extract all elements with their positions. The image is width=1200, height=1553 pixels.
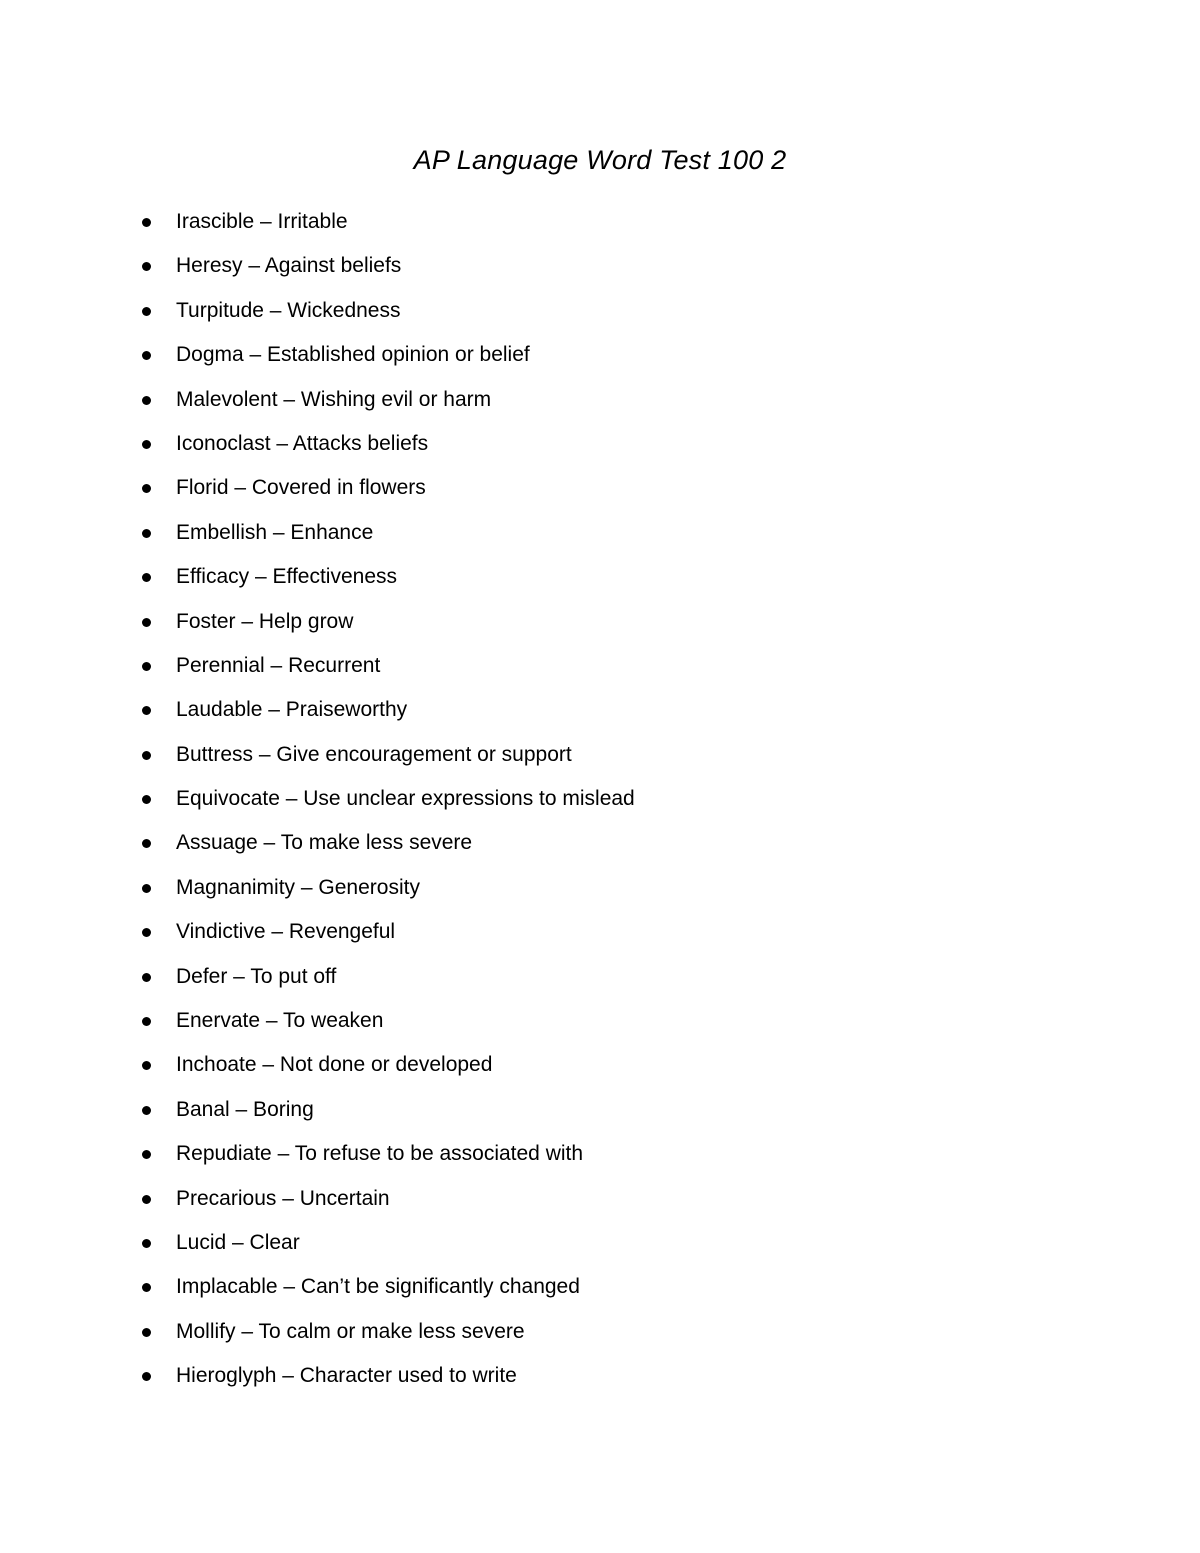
document-title: AP Language Word Test 100 2: [413, 145, 787, 175]
list-item-text: Dogma – Established opinion or belief: [176, 343, 530, 367]
list-item-text: Turpitude – Wickedness: [176, 298, 401, 322]
bullet-icon: [142, 307, 151, 316]
list-item-text: Banal – Boring: [176, 1097, 314, 1121]
list-item-text: Equivocate – Use unclear expressions to mislead: [176, 787, 635, 811]
bullet-icon: [142, 662, 151, 671]
bullet-icon: [142, 973, 151, 982]
list-item-text: Precarious – Uncertain: [176, 1186, 390, 1210]
list-item-text: Perennial – Recurrent: [176, 653, 381, 677]
list-item-text: Efficacy – Effectiveness: [176, 565, 398, 589]
list-item-text: Defer – To put off: [176, 964, 337, 988]
bullet-icon: [142, 928, 151, 937]
list-item-text: Vindictive – Revengeful: [176, 920, 396, 944]
bullet-icon: [142, 618, 151, 627]
bullet-icon: [142, 1017, 151, 1026]
list-item-text: Implacable – Can’t be significantly changed: [176, 1275, 580, 1299]
list-item-text: Enervate – To weaken: [176, 1009, 384, 1033]
list-item-text: Inchoate – Not done or developed: [176, 1053, 493, 1077]
bullet-icon: [142, 884, 151, 893]
list-item-text: Laudable – Praiseworthy: [176, 698, 408, 722]
list-item-text: Embellish – Enhance: [176, 520, 374, 544]
list-item-text: Magnanimity – Generosity: [176, 875, 420, 899]
bullet-icon: [142, 1195, 151, 1204]
bullet-icon: [142, 1106, 151, 1115]
bullet-icon: [142, 839, 151, 848]
bullet-icon: [142, 706, 151, 715]
bullet-icon: [142, 1150, 151, 1159]
bullet-icon: [142, 795, 151, 804]
bullet-icon: [142, 1061, 151, 1070]
bullet-icon: [142, 484, 151, 493]
list-item-text: Repudiate – To refuse to be associated with: [176, 1142, 584, 1166]
bullet-icon: [142, 396, 151, 405]
list-item-text: Buttress – Give encouragement or support: [176, 742, 572, 766]
list-item-text: Irascible – Irritable: [176, 210, 348, 233]
bullet-icon: [142, 573, 151, 582]
list-item-text: Malevolent – Wishing evil or harm: [176, 387, 492, 411]
list-item-text: Lucid – Clear: [176, 1230, 300, 1254]
bullet-icon: [142, 1239, 151, 1248]
bullet-icon: [142, 751, 151, 760]
bullet-icon: [142, 1328, 151, 1337]
bullet-icon: [142, 1372, 151, 1381]
list-item-text: Heresy – Against beliefs: [176, 254, 402, 278]
list-item-text: Assuage – To make less severe: [176, 831, 473, 855]
list-item-text: Foster – Help grow: [176, 609, 354, 633]
bullet-icon: [142, 529, 151, 538]
bullet-icon: [142, 351, 151, 360]
bullet-icon: [142, 440, 151, 449]
bullet-icon: [142, 262, 151, 271]
bullet-icon: [142, 218, 151, 227]
list-item-text: Hieroglyph – Character used to write: [176, 1364, 517, 1388]
bullet-icon: [142, 1283, 151, 1292]
list-item-text: Mollify – To calm or make less severe: [176, 1319, 525, 1343]
list-item-text: Florid – Covered in flowers: [176, 476, 426, 500]
list-item-text: Iconoclast – Attacks beliefs: [176, 431, 429, 455]
